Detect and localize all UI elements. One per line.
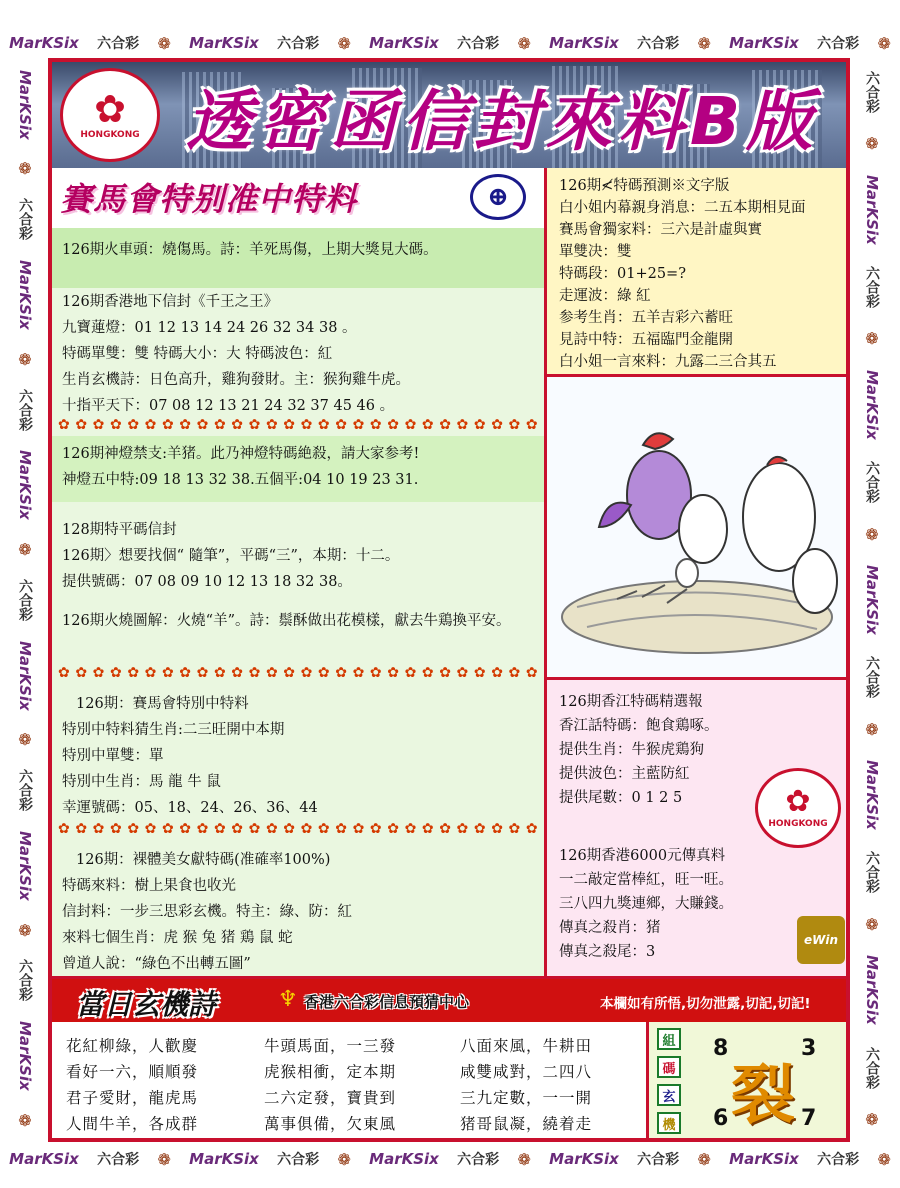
brand-mark: MarKSix [729, 1150, 799, 1168]
flower-icon: ✿ [369, 821, 382, 837]
text-line: 126期〉想要找個“ 隨筆”，平碼“三”，本期：十二。 [62, 548, 400, 564]
flower-icon: ✿ [109, 417, 122, 433]
cartoon-panel [544, 374, 846, 680]
flower-icon: ✿ [317, 417, 330, 433]
poem-line: 萬事俱備，欠東風 [264, 1115, 397, 1133]
flower-icon: ❁ [865, 329, 879, 349]
lhc-mark: 六合彩 [17, 959, 33, 1002]
brand-mark: MarKSix [189, 1150, 259, 1168]
brand-mark: MarKSix [189, 34, 259, 52]
brand-mark: MarKSix [16, 1021, 34, 1092]
poem-line: 牛頭馬面，一三發 [264, 1037, 397, 1055]
flower-icon: ✿ [58, 417, 70, 433]
flower-icon: ✿ [369, 665, 382, 681]
flower-icon: ❁ [337, 33, 351, 53]
flower-icon: ✿ [352, 665, 365, 681]
poem-line: 虎猴相衝，定本期 [264, 1063, 397, 1081]
left-title-row [52, 168, 544, 228]
text-line: 生肖玄機詩：日色高升，雞狗發財。主：猴狗雞牛虎。 [62, 372, 410, 388]
section-title: 賽馬會特别准中特料 [60, 180, 358, 218]
brand-mark: MarKSix [16, 260, 34, 330]
egg [676, 559, 698, 587]
combo-number: 7 [801, 1106, 817, 1131]
flower-icon: ✿ [265, 821, 278, 837]
flower-icon: ✿ [75, 821, 88, 837]
text-line: 提供號碼：07 08 09 10 12 13 18 32 38。 [62, 574, 352, 590]
flower-icon: ❁ [865, 719, 879, 739]
header-banner [52, 62, 846, 168]
poem-line: 二六定發，寶貴到 [264, 1089, 397, 1107]
combo-number: 8 [713, 1036, 729, 1061]
text-line: 特碼來料：樹上果食也收光 [62, 878, 236, 894]
brand-mark: MarKSix [549, 34, 619, 52]
banner-title: 當日玄機詩 [76, 988, 217, 1021]
combo-number: 3 [801, 1036, 817, 1061]
text-line: 特別中單雙：單 [62, 748, 164, 764]
right-border-strip [852, 60, 892, 1140]
flower-icon: ✿ [491, 821, 503, 837]
rooster-tail [599, 503, 631, 527]
flower-icon: ✿ [179, 821, 192, 837]
flower-icon: ✿ [421, 665, 434, 681]
text-line: 三八四九獎連鄉，大賺錢。 [559, 896, 733, 912]
flower-icon: ✿ [508, 417, 521, 433]
poem-area [52, 1022, 646, 1142]
text-line: 九寶蓮燈：01 12 13 14 24 26 32 34 38 。 [62, 320, 357, 336]
flower-icon: ❁ [18, 159, 32, 179]
flower-divider [58, 820, 538, 838]
text-line: 126期：裸體美女獻特碼(准確率100%) [76, 852, 331, 868]
flower-divider [58, 664, 538, 682]
bauhinia-icon: ✿ [785, 784, 811, 819]
text-line: 一二敲定當棒紅，旺一旺。 [559, 872, 733, 888]
text-line: 曾道人說：“綠色不出轉五圖” [62, 956, 251, 972]
flower-icon: ✿ [387, 821, 399, 837]
brand-mark: MarKSix [9, 1150, 79, 1168]
text-line: 提供生肖：牛猴虎鶏狗 [559, 742, 704, 758]
flower-icon: ✿ [196, 417, 209, 433]
brand-mark: MarKSix [9, 34, 79, 52]
logo-text: HONGKONG [768, 819, 828, 829]
text-line: 特別中生肖：馬 龍 牛 鼠 [62, 774, 221, 790]
lhc-mark: 六合彩 [637, 1152, 680, 1168]
flower-icon: ✿ [525, 417, 538, 433]
flower-icon: ❁ [18, 920, 32, 940]
flower-icon: ✿ [300, 821, 313, 837]
flower-icon: ✿ [283, 665, 295, 681]
text-line: 白小姐一言來料：九露二三合其五 [559, 354, 777, 370]
flower-icon: ✿ [404, 417, 417, 433]
text-line: 提供波色：主藍防紅 [559, 766, 690, 782]
flower-icon: ✿ [439, 665, 451, 681]
text-line: 126期火車頭：燒傷馬。詩：羊死馬傷，上期大獎見大碼。 [62, 242, 438, 258]
flower-icon: ✿ [335, 417, 347, 433]
top-border-strip [0, 30, 900, 56]
flower-icon: ✿ [248, 821, 261, 837]
lhc-mark: 六合彩 [457, 1152, 500, 1168]
combo-panel [646, 1022, 846, 1142]
text-line: 幸運號碼：05、18、24、26、36、44 [62, 800, 318, 816]
flower-icon: ✿ [196, 665, 209, 681]
lhc-mark: 六合彩 [864, 1046, 880, 1089]
flower-icon: ❁ [865, 134, 879, 154]
lhc-mark: 六合彩 [97, 36, 140, 52]
hen-small [679, 495, 727, 563]
banner-subtitle: 香港六合彩信息預猜中心 [304, 993, 470, 1011]
flower-icon: ❁ [18, 730, 32, 750]
banner-note: 本欄如有所悟,切勿泄露,切記,切記! [600, 996, 811, 1012]
text-line: 來料七個生肖：虎 猴 兔 猪 鶏 鼠 蛇 [62, 930, 293, 946]
lhc-mark: 六合彩 [17, 388, 33, 431]
text-line: 126期香江特碼精選報 [559, 694, 703, 710]
poem-line: 猪哥鼠凝，繞着走 [460, 1115, 593, 1133]
flower-icon: ✿ [421, 417, 434, 433]
flower-icon: ❁ [18, 1110, 32, 1130]
flower-icon: ✿ [456, 417, 469, 433]
flower-icon: ❁ [865, 524, 879, 544]
lhc-mark: 六合彩 [864, 656, 880, 699]
flower-icon: ✿ [456, 821, 469, 837]
flower-icon: ✿ [248, 417, 261, 433]
lhc-mark: 六合彩 [277, 1152, 320, 1168]
flower-icon: ❁ [157, 1149, 171, 1169]
lhc-mark: 六合彩 [17, 578, 33, 621]
brand-mark: MarKSix [549, 1150, 619, 1168]
brand-mark: MarKSix [16, 831, 34, 901]
text-line: 傳真之殺尾：3 [559, 944, 656, 960]
flower-icon: ✿ [179, 665, 192, 681]
flower-icon: ❁ [877, 33, 891, 53]
brand-mark: MarKSix [863, 369, 881, 440]
lhc-mark: 六合彩 [864, 265, 880, 308]
flower-icon: ✿ [144, 665, 157, 681]
text-line: 見詩中特：五福臨門金龍開 [559, 332, 733, 348]
brand-mark: MarKSix [863, 565, 881, 635]
bottom-border-strip [0, 1146, 900, 1172]
flower-icon: ❁ [157, 33, 171, 53]
flower-icon: ✿ [144, 821, 157, 837]
flower-icon: ✿ [508, 821, 521, 837]
flower-icon: ✿ [508, 665, 521, 681]
flower-icon: ✿ [404, 665, 417, 681]
flower-icon: ✿ [109, 665, 122, 681]
flower-icon: ✿ [317, 821, 330, 837]
flower-icon: ✿ [248, 665, 261, 681]
flower-icon: ❁ [337, 1149, 351, 1169]
flower-icon: ✿ [387, 417, 399, 433]
brand-mark: MarKSix [369, 1150, 439, 1168]
flower-icon: ✿ [231, 665, 244, 681]
flower-icon: ✿ [387, 665, 399, 681]
flower-icon: ✿ [369, 417, 382, 433]
brand-mark: MarKSix [729, 34, 799, 52]
flower-icon: ✿ [404, 821, 417, 837]
flower-icon: ✿ [127, 821, 140, 837]
flower-icon: ✿ [439, 417, 451, 433]
flower-icon: ✿ [196, 821, 209, 837]
flower-icon: ✿ [335, 665, 347, 681]
flower-icon: ✿ [109, 821, 122, 837]
main-frame [48, 58, 850, 1142]
flower-icon: ❁ [517, 33, 531, 53]
brand-mark: MarKSix [16, 450, 34, 521]
flower-icon: ❁ [877, 1149, 891, 1169]
text-line: 126期：賽馬會特別中特料 [76, 696, 249, 712]
combo-character: 裂 [731, 1058, 795, 1133]
poem-line: 八面來風，牛耕田 [460, 1037, 593, 1055]
flower-icon: ✿ [231, 417, 244, 433]
flower-icon: ✿ [179, 417, 192, 433]
flower-icon: ✿ [352, 417, 365, 433]
poem-line: 花紅柳綠，人歡慶 [66, 1037, 199, 1055]
flower-icon: ✿ [161, 417, 174, 433]
lhc-mark: 六合彩 [17, 769, 33, 812]
coin-emblem-icon: ⊕ [470, 174, 526, 220]
chicken-cartoon [547, 377, 846, 677]
flower-icon: ❁ [18, 540, 32, 560]
lhc-mark: 六合彩 [277, 36, 320, 52]
flower-icon: ✿ [127, 665, 140, 681]
bauhinia-icon: ✿ [94, 87, 126, 131]
flower-icon: ✿ [525, 821, 538, 837]
flower-icon: ✿ [161, 665, 174, 681]
fortune-symbol-icon: ♆ [278, 987, 298, 1012]
flower-icon: ❁ [697, 1149, 711, 1169]
flower-icon: ✿ [352, 821, 365, 837]
brand-mark: MarKSix [16, 69, 34, 140]
flower-icon: ✿ [421, 821, 434, 837]
text-line: 126期神燈禁支:羊猪。此乃神燈特碼絶殺，請大家参考! [62, 446, 420, 462]
flower-icon: ✿ [525, 665, 538, 681]
text-line: 十指平天下：07 08 12 13 21 24 32 37 45 46 。 [62, 398, 395, 414]
flower-icon: ✿ [300, 417, 313, 433]
flower-icon: ✿ [456, 665, 469, 681]
lhc-mark: 六合彩 [864, 851, 880, 894]
flower-icon: ✿ [127, 417, 140, 433]
poem-line: 咸雙咸對，二四八 [460, 1063, 593, 1081]
logo-text: HONGKONG [80, 130, 140, 140]
text-line: 参考生肖：五羊吉彩六蓄旺 [559, 310, 733, 326]
text-line: 特碼單雙：雙 特碼大小：大 特碼波色：紅 [62, 346, 333, 362]
combo-label: 碼 [657, 1056, 681, 1078]
text-line: 神燈五中特:09 18 13 32 38.五個平:04 10 19 23 31. [62, 472, 419, 488]
left-content-panel [52, 168, 544, 1034]
poem-line: 人間牛羊，各成群 [66, 1115, 199, 1133]
ewin-logo: eWin [797, 916, 845, 964]
text-line: 單雙决：雙 [559, 244, 632, 260]
flower-icon: ❁ [865, 1110, 879, 1129]
brand-mark: MarKSix [863, 760, 881, 830]
flower-icon: ❁ [865, 914, 879, 934]
text-line: 信封料：一步三思彩玄機。特主：綠、防：紅 [62, 904, 352, 920]
flower-icon: ✿ [317, 665, 330, 681]
text-line: 特別中特料猜生肖:二三旺開中本期 [62, 722, 285, 738]
flower-icon: ✿ [161, 821, 174, 837]
brand-mark: MarKSix [369, 34, 439, 52]
left-border-strip [8, 60, 42, 1140]
hk-lottery-logo [755, 768, 841, 848]
flower-icon: ✿ [144, 417, 157, 433]
poem-line: 三九定數，一一開 [460, 1089, 593, 1107]
flower-icon: ✿ [213, 821, 226, 837]
flower-icon: ✿ [92, 665, 105, 681]
text-line: 126期香港6000元傳真料 [559, 848, 726, 864]
page-title: 透密函信封來料B版 [185, 82, 819, 160]
flower-icon: ✿ [265, 417, 278, 433]
flower-icon: ✿ [58, 665, 70, 681]
brand-mark: MarKSix [863, 174, 881, 245]
right-bottom-panel [544, 680, 846, 976]
combo-number: 6 [713, 1106, 729, 1131]
flower-icon: ❁ [18, 349, 32, 369]
text-line: 126期香港地下信封《千王之王》 [62, 294, 279, 310]
flower-icon: ✿ [231, 821, 244, 837]
flower-icon: ✿ [491, 417, 503, 433]
brand-mark: MarKSix [863, 955, 881, 1026]
flower-icon: ✿ [335, 821, 347, 837]
combo-label: 機 [657, 1112, 681, 1134]
lhc-mark: 六合彩 [17, 198, 33, 241]
lhc-mark: 六合彩 [864, 461, 880, 504]
text-line: 賽馬會獨家料：三六是計虛與實 [559, 222, 762, 238]
text-line: 香江話特碼：飽食鶏啄。 [559, 718, 719, 734]
rooster-comb [643, 433, 673, 449]
flower-icon: ✿ [213, 665, 226, 681]
flower-divider [58, 416, 538, 434]
flower-icon: ✿ [75, 665, 88, 681]
right-top-panel [544, 168, 846, 374]
lhc-mark: 六合彩 [97, 1152, 140, 1168]
lhc-mark: 六合彩 [817, 1152, 860, 1168]
flower-icon: ✿ [92, 821, 105, 837]
poem-line: 看好一六，順順發 [66, 1063, 199, 1081]
flower-icon: ✿ [58, 821, 70, 837]
poem-banner [52, 976, 846, 1022]
flower-icon: ✿ [473, 417, 486, 433]
text-line: 提供尾數：0 1 2 5 [559, 790, 683, 806]
text-line: 126期≮特碼預測※文字版 [559, 178, 730, 194]
flower-icon: ✿ [473, 665, 486, 681]
flower-icon: ✿ [283, 417, 295, 433]
flower-icon: ✿ [283, 821, 295, 837]
flower-icon: ❁ [697, 33, 711, 53]
text-line: 傳真之殺肖：猪 [559, 920, 661, 936]
flower-icon: ✿ [473, 821, 486, 837]
text-line: 特碼段：01+25=? [559, 266, 686, 282]
lhc-mark: 六合彩 [457, 36, 500, 52]
lhc-mark: 六合彩 [864, 70, 880, 113]
hen-side [793, 549, 837, 613]
text-line: 白小姐内幕親身消息：二五本期相見面 [559, 200, 806, 216]
flower-icon: ✿ [213, 417, 226, 433]
lhc-mark: 六合彩 [637, 36, 680, 52]
text-line: 128期特平碼信封 [62, 522, 177, 538]
poem-line: 君子愛財，龍虎馬 [66, 1089, 199, 1107]
text-line: 走運波：綠 紅 [559, 288, 651, 304]
combo-label: 玄 [657, 1084, 681, 1106]
flower-icon: ✿ [265, 665, 278, 681]
lhc-mark: 六合彩 [817, 36, 860, 52]
flower-icon: ✿ [300, 665, 313, 681]
combo-label: 組 [657, 1028, 681, 1050]
flower-icon: ✿ [491, 665, 503, 681]
flower-icon: ✿ [439, 821, 451, 837]
text-line: 126期火燒圖解：火燒“羊”。詩：鬃酥做出花模樣，獻去牛鶏換平安。 [62, 613, 511, 629]
flower-icon: ✿ [92, 417, 105, 433]
flower-icon: ✿ [75, 417, 88, 433]
brand-mark: MarKSix [16, 640, 34, 711]
hk-lottery-logo [60, 68, 160, 162]
flower-icon: ❁ [517, 1149, 531, 1169]
